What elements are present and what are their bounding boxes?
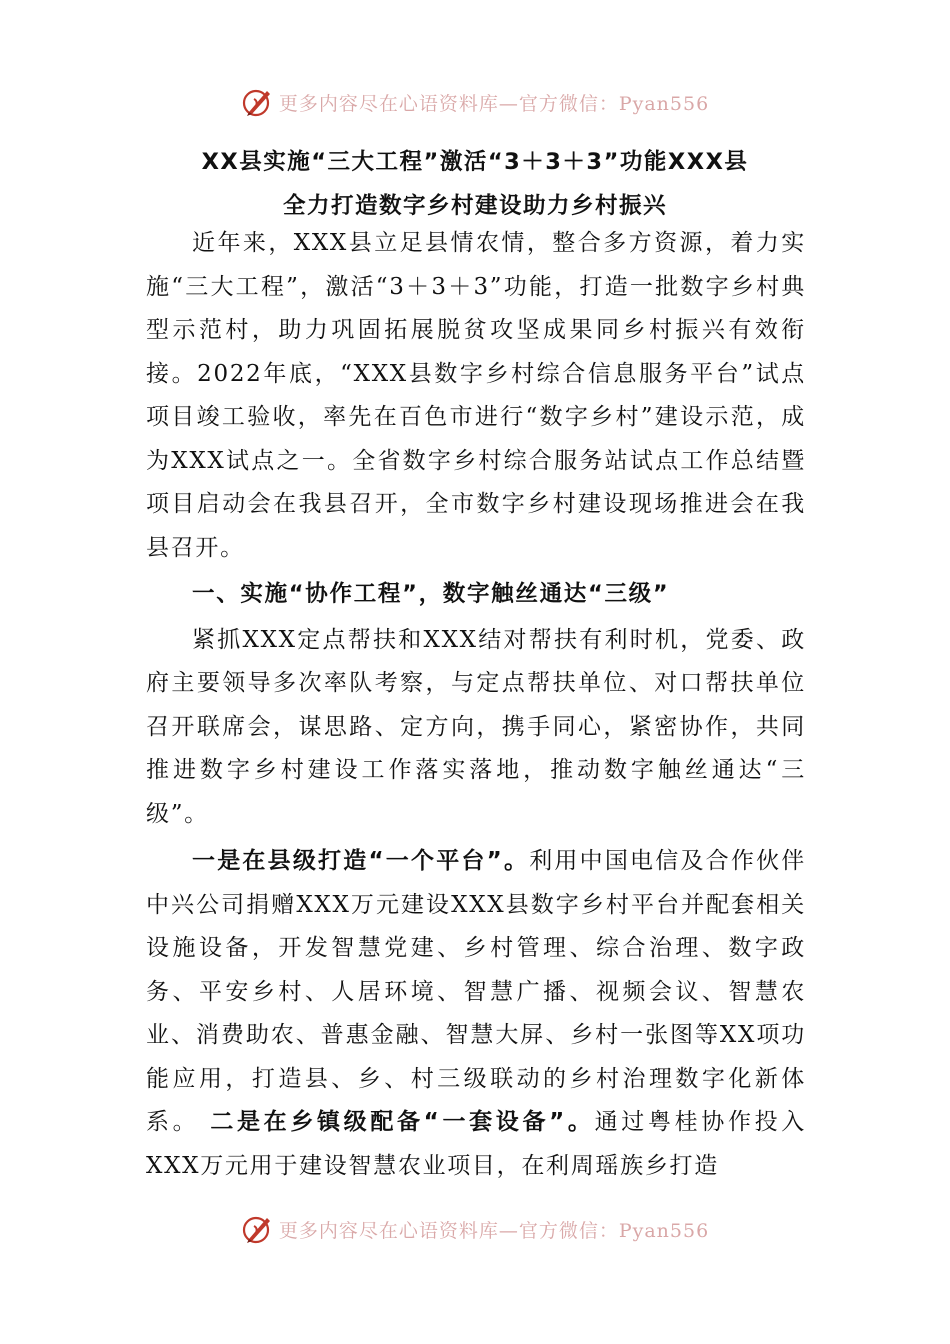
intro-paragraph: 近年来，XXX县立足县情农情，整合多方资源，着力实施“三大工程”，激活“3＋3＋3”功能，打造一批数字乡村典型示范村，助力巩固拓展脱贫攻坚成果同乡村振兴有效衔接。2022年底，“XXX县数字乡村综合信息服务平台”试点项目竣工验收，率先在百色市进行“数字乡村”建设示范，成为XXX试点之一。全省数字乡村综合服务站试点工作总结暨项目启动会在我县召开，全市数字乡村建设现场推进会在我县召开。 <box>146 230 806 561</box>
pen-circle-logo-icon <box>241 1212 275 1246</box>
banner-text: 更多内容尽在心语资料库—官方微信：Pyan556 <box>278 1219 710 1242</box>
section-1-paragraph: 紧抓XXX定点帮扶和XXX结对帮扶有利时机，党委、政府主要领导多次率队考察，与定点帮扶单位、对口帮扶单位召开联席会，谋思路、定方向，携手同心，紧密协作，共同推进数字乡村建设工作落实落地，推动数字触丝通达“三级”。 <box>146 626 806 827</box>
footer-watermark-banner <box>0 1209 950 1249</box>
point-1-label: 一是在县级打造“一个平台”。 <box>192 848 530 874</box>
title-line-1: XX县实施“三大工程”激活“3＋3＋3”功能XXX县 <box>201 149 749 175</box>
banner-text: 更多内容尽在心语资料库—官方微信：Pyan556 <box>278 92 710 115</box>
article-body <box>146 222 806 1188</box>
title-line-2: 全力打造数字乡村建设助力乡村振兴 <box>282 193 667 219</box>
section-1-heading: 一、实施“协作工程”，数字触丝通达“三级” <box>192 581 670 607</box>
point-2-text: 通过粤桂协作投入XXX万元用于建设智慧农业项目，在利周瑶族乡打造 <box>146 1109 806 1179</box>
pen-circle-logo-icon <box>241 85 275 119</box>
points-paragraph <box>146 840 806 1188</box>
point-2-label: 二是在乡镇级配备“一套设备”。 <box>210 1109 595 1135</box>
header-watermark-banner <box>0 82 950 122</box>
point-1-text: 利用中国电信及合作伙伴中兴公司捐赠XXX万元建设XXX县数字乡村平台并配套相关设施设备，开发智慧党建、乡村管理、综合治理、数字政务、平安乡村、人居环境、智慧广播、视频会议、智慧农业、消费助农、普惠金融、智慧大屏、乡村一张图等XX项功能应用，打造县、乡、村三级联动的乡村治理数字化新体系。 <box>146 848 806 1135</box>
